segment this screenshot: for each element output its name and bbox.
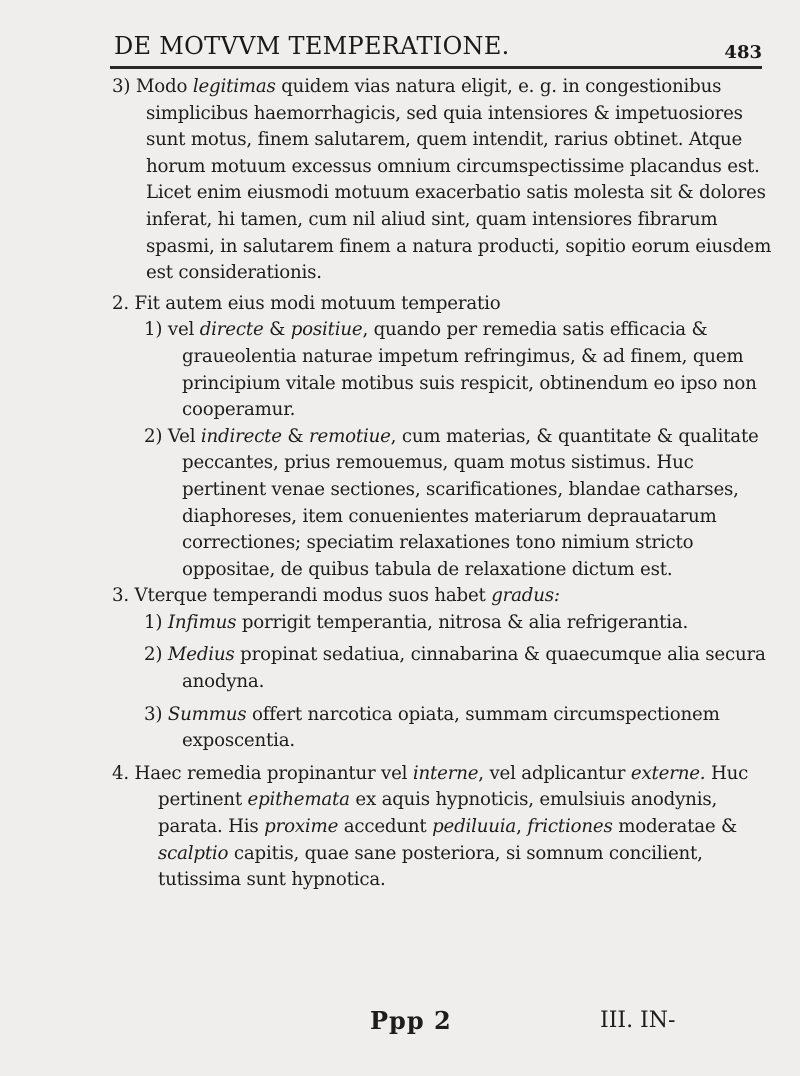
emphasis-term: epithemata (247, 789, 350, 811)
list-item-medius (112, 642, 772, 695)
emphasis-term: legitimas (192, 76, 276, 97)
header-rule (110, 66, 762, 69)
ampersand: & (287, 425, 304, 447)
text-run: accedunt (343, 816, 427, 838)
paragraph-number: 2. (112, 292, 129, 314)
paragraph-text: Vterque temperandi modus suos habet (134, 585, 486, 607)
emphasis-term: Infimus (167, 611, 237, 633)
item-text: offert narcotica opiata, summam circumspectionem exposcentia. (182, 703, 720, 752)
list-item-infimus (112, 610, 772, 637)
text-run: , (516, 816, 522, 838)
paragraph-number: 3. (112, 585, 129, 607)
lead-word: Modo (135, 76, 188, 97)
emphasis-term: externe. (630, 762, 706, 784)
emphasis-term: gradus: (491, 585, 560, 607)
paragraph-number: 4. (112, 762, 129, 784)
item-number: 2) (144, 425, 163, 447)
item-number: 1) (144, 611, 163, 633)
signature-mark: Ppp 2 (370, 1006, 452, 1035)
text-run: moderatae & (618, 816, 738, 838)
item-pre: vel (167, 319, 195, 341)
paragraph-3-legitimas (112, 74, 772, 287)
page-header (110, 28, 762, 68)
running-title: DE MOTVVM TEMPERATIONE. (114, 32, 510, 60)
paragraph-text: quidem vias natura eligit, e. g. in congestionibus simplicibus haemorrhagicis, sed quia intensiores & impetuosiores sunt motus, finem salutarem, quem intendit, rarius obtinet. Atque horum motuum excessus omnium circumspectissime placandus est. Licet enim eiusmodi motuum exacerbatio satis molesta sit & dolores inferat, hi tamen, cum nil aliud sint, quam intensiores fibrarum spasmi, in salutarem finem a natura producti, sopitio eorum eiusdem est considerationis. (146, 76, 772, 284)
emphasis-term: indirecte (200, 425, 282, 447)
item-text: porrigit temperantia, nitrosa & alia refrigerantia. (241, 611, 689, 633)
emphasis-term: directe (199, 319, 264, 341)
page-number: 483 (724, 42, 762, 63)
item-number: 2) (144, 644, 163, 666)
item-text: propinat sedatiua, cinnabarina & quaecumque alia secura anodyna. (182, 644, 766, 693)
item-text: , cum materias, & quantitate & qualitate peccantes, prius remouemus, quam motus sistimus. Huc pertinent venae sectiones, scarificationes, blandae catharses, diaphoreses, item conuenientes materiarum deprauatarum correctiones; speciatim relaxationes tono nimium stricto oppositae, de quibus tabula de relaxatione dictum est. (182, 425, 759, 580)
paragraph-3-vterque (112, 583, 772, 610)
emphasis-term: positiue (290, 319, 363, 341)
emphasis-term: Medius (167, 644, 235, 666)
emphasis-term: frictiones (527, 816, 613, 838)
text-run: capitis, quae sane posteriora, si somnum concilient, tutissima sunt hypnotica. (158, 842, 703, 891)
page-footer (0, 1006, 800, 1042)
emphasis-term: proxime (264, 816, 339, 838)
body-text (112, 74, 772, 894)
emphasis-term: Summus (167, 703, 247, 725)
paragraph-2-fit-autem (112, 291, 772, 318)
item-pre: Vel (167, 425, 196, 447)
paragraph-text: Fit autem eius modi motuum temperatio (134, 292, 501, 314)
paragraph-number: 3) (112, 76, 131, 97)
text-run: , vel adplicantur (478, 762, 626, 784)
catchword: III. IN- (600, 1008, 676, 1033)
list-item-summus (112, 702, 772, 755)
paragraph-4-haec-remedia (112, 761, 772, 894)
item-number: 1) (144, 319, 163, 341)
list-item-indirecte (112, 424, 772, 584)
emphasis-term: scalptio (158, 842, 229, 864)
emphasis-term: pediluuia (432, 816, 517, 838)
text-run: Haec remedia propinantur vel (134, 762, 408, 784)
ampersand: & (269, 319, 286, 341)
emphasis-term: interne (412, 762, 479, 784)
item-number: 3) (144, 703, 163, 725)
text-run: ex aquis hypnoticis, emulsiuis anodynis, parata. His (158, 789, 718, 838)
emphasis-term: remotiue (309, 425, 391, 447)
list-item-directe (112, 317, 772, 423)
item-text: , quando per remedia satis efficacia & graueolentia naturae impetum refringimus, & ad finem, quem principium vitale motibus suis respicit, obtinendum eo ipso non cooperamur. (182, 319, 757, 421)
text-run: Huc pertinent (158, 762, 749, 811)
